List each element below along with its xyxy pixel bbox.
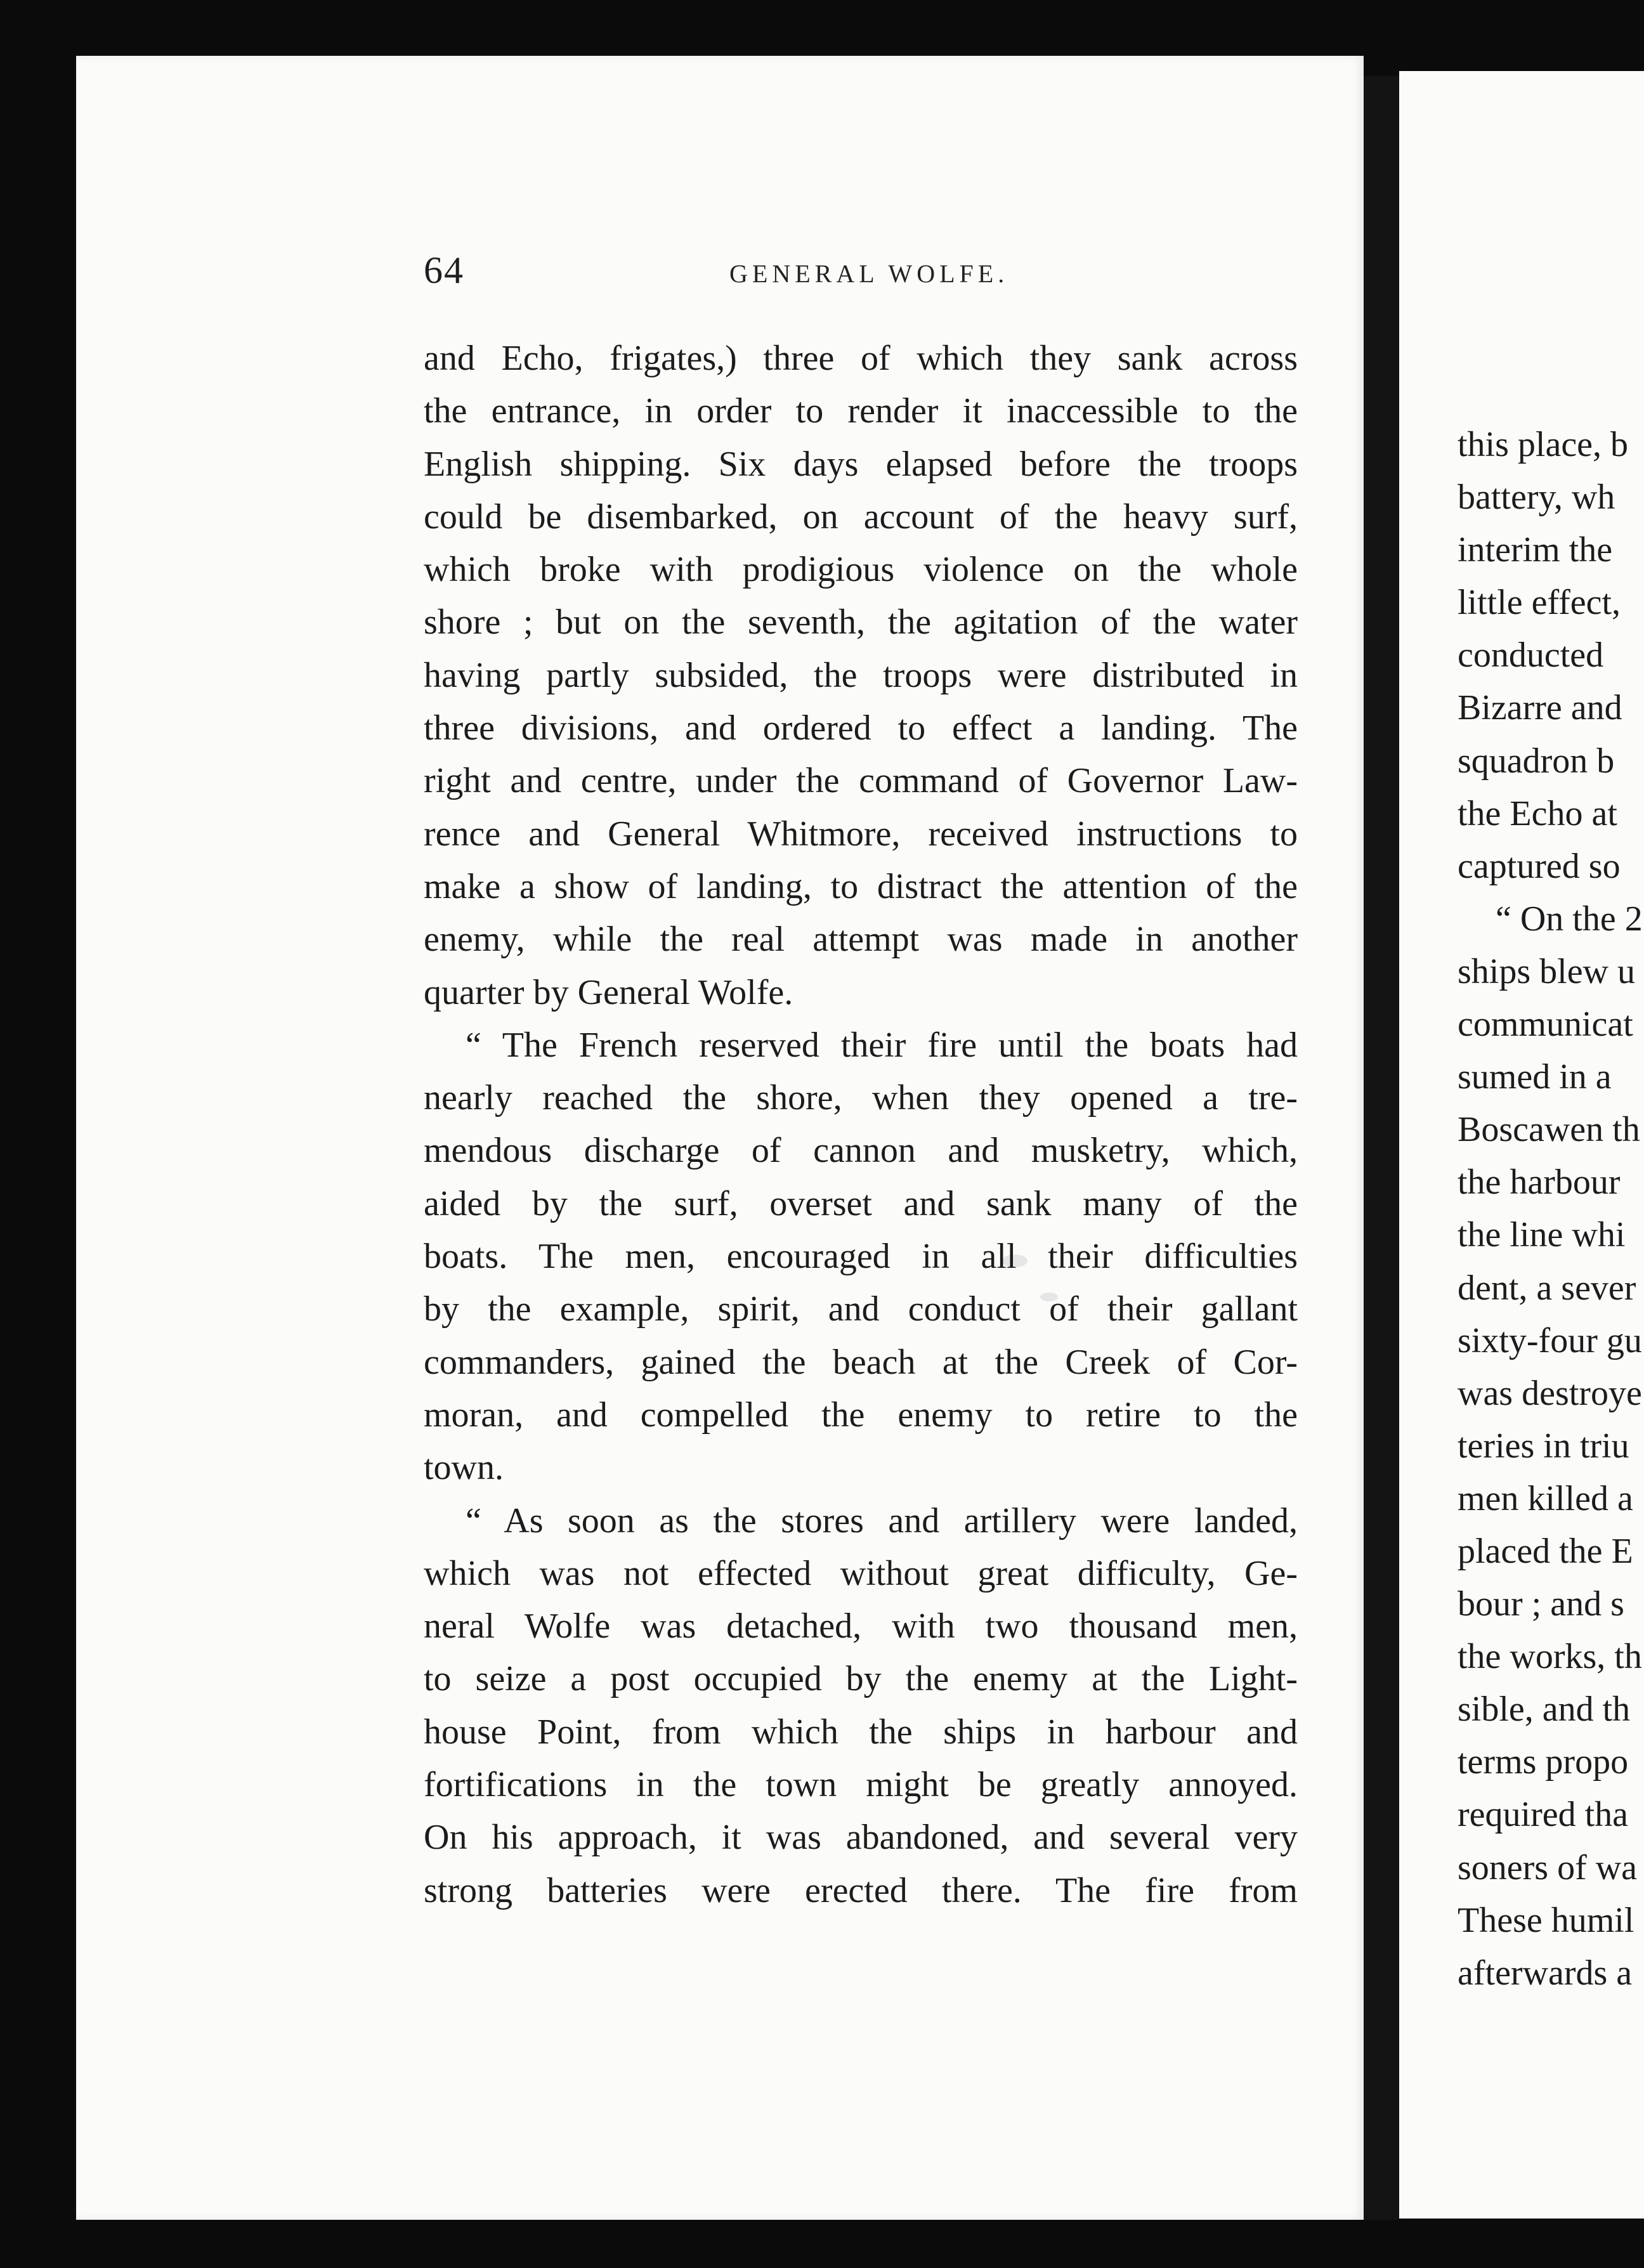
text-line: ships blew u — [1458, 951, 1635, 991]
right-page — [1399, 71, 1644, 2219]
text-line: aided by the surf, overset and sank many of the — [424, 1183, 1298, 1223]
text-line: moran, and compelled the enemy to retire to the — [424, 1395, 1298, 1435]
text-line: “ On the 2 — [1496, 899, 1643, 939]
text-line: was destroye — [1458, 1373, 1642, 1413]
text-line: On his approach, it was abandoned, and several very — [424, 1818, 1298, 1858]
running-head: GENERAL WOLFE. — [729, 259, 1009, 288]
text-line: the Echo at — [1458, 793, 1617, 833]
text-line: communicat — [1458, 1005, 1633, 1045]
text-line: teries in triu — [1458, 1426, 1629, 1466]
text-line: boats. The men, encouraged in all their difficulties — [424, 1237, 1298, 1277]
text-line: the entrance, in order to render it inaccessible to the — [424, 391, 1298, 431]
text-line: enemy, while the real attempt was made in another — [424, 920, 1298, 960]
text-line: quarter by General Wolfe. — [424, 972, 793, 1012]
text-line: Bizarre and — [1458, 688, 1622, 728]
text-line: required tha — [1458, 1795, 1628, 1835]
text-line: These humil — [1458, 1900, 1634, 1940]
text-line: interim the — [1458, 530, 1613, 570]
text-line: shore ; but on the seventh, the agitation of the water — [424, 603, 1298, 642]
text-line: three divisions, and ordered to effect a landing. The — [424, 708, 1298, 748]
text-line: bour ; and s — [1458, 1584, 1624, 1624]
text-line: make a show of landing, to distract the attention of the — [424, 866, 1298, 906]
text-line: men killed a — [1458, 1478, 1633, 1518]
text-line: nearly reached the shore, when they opened a tre- — [424, 1078, 1298, 1118]
text-line: strong batteries were erected there. The fire from — [424, 1870, 1298, 1910]
text-line: squadron b — [1458, 741, 1615, 781]
text-line: captured so — [1458, 846, 1621, 886]
text-line: this place, b — [1458, 425, 1629, 464]
text-line: soners of wa — [1458, 1848, 1638, 1887]
text-line: “ As soon as the stores and artillery were landed, — [466, 1501, 1298, 1541]
text-line: Boscawen th — [1458, 1110, 1640, 1150]
text-line: battery, wh — [1458, 478, 1615, 518]
text-line: conducted — [1458, 635, 1604, 675]
text-line: town. — [424, 1448, 504, 1488]
page-number: 64 — [424, 249, 464, 291]
text-line: mendous discharge of cannon and musketry, which, — [424, 1131, 1298, 1171]
left-page-text — [424, 332, 1298, 1917]
text-line: placed the E — [1458, 1531, 1633, 1571]
text-line: English shipping. Six days elapsed before the troops — [424, 444, 1298, 484]
book-gutter — [1364, 76, 1399, 2220]
text-line: the line whi — [1458, 1215, 1626, 1255]
text-line: which was not effected without great difficulty, Ge- — [424, 1553, 1298, 1593]
text-line: which broke with prodigious violence on the whole — [424, 550, 1298, 590]
text-line: to seize a post occupied by the enemy at the Light- — [424, 1659, 1298, 1699]
text-line: “ The French reserved their fire until the boats had — [466, 1025, 1298, 1065]
text-line: dent, a sever — [1458, 1268, 1636, 1308]
text-line: afterwards a — [1458, 1953, 1633, 1993]
text-line: neral Wolfe was detached, with two thousand men, — [424, 1606, 1298, 1646]
right-page-text — [1399, 419, 1644, 2000]
text-line: commanders, gained the beach at the Creek of Cor- — [424, 1342, 1298, 1382]
text-line: little effect, — [1458, 583, 1621, 623]
text-line: having partly subsided, the troops were distributed in — [424, 655, 1298, 695]
text-line: the works, th — [1458, 1637, 1642, 1677]
text-line: fortifications in the town might be greatly annoyed. — [424, 1765, 1298, 1805]
text-line: house Point, from which the ships in harbour and — [424, 1712, 1298, 1752]
text-line: and Echo, frigates,) three of which they sank across — [424, 339, 1298, 378]
text-line: terms propo — [1458, 1742, 1629, 1782]
text-line: sixty-four gu — [1458, 1320, 1642, 1360]
text-line: sumed in a — [1458, 1057, 1612, 1097]
text-line: sible, and th — [1458, 1690, 1631, 1730]
text-line: could be disembarked, on account of the heavy surf, — [424, 497, 1298, 537]
text-line: right and centre, under the command of Governor Law- — [424, 761, 1298, 801]
text-line: rence and General Whitmore, received instructions to — [424, 814, 1298, 854]
text-line: by the example, spirit, and conduct of their gallant — [424, 1289, 1298, 1329]
text-line: the harbour — [1458, 1163, 1621, 1202]
